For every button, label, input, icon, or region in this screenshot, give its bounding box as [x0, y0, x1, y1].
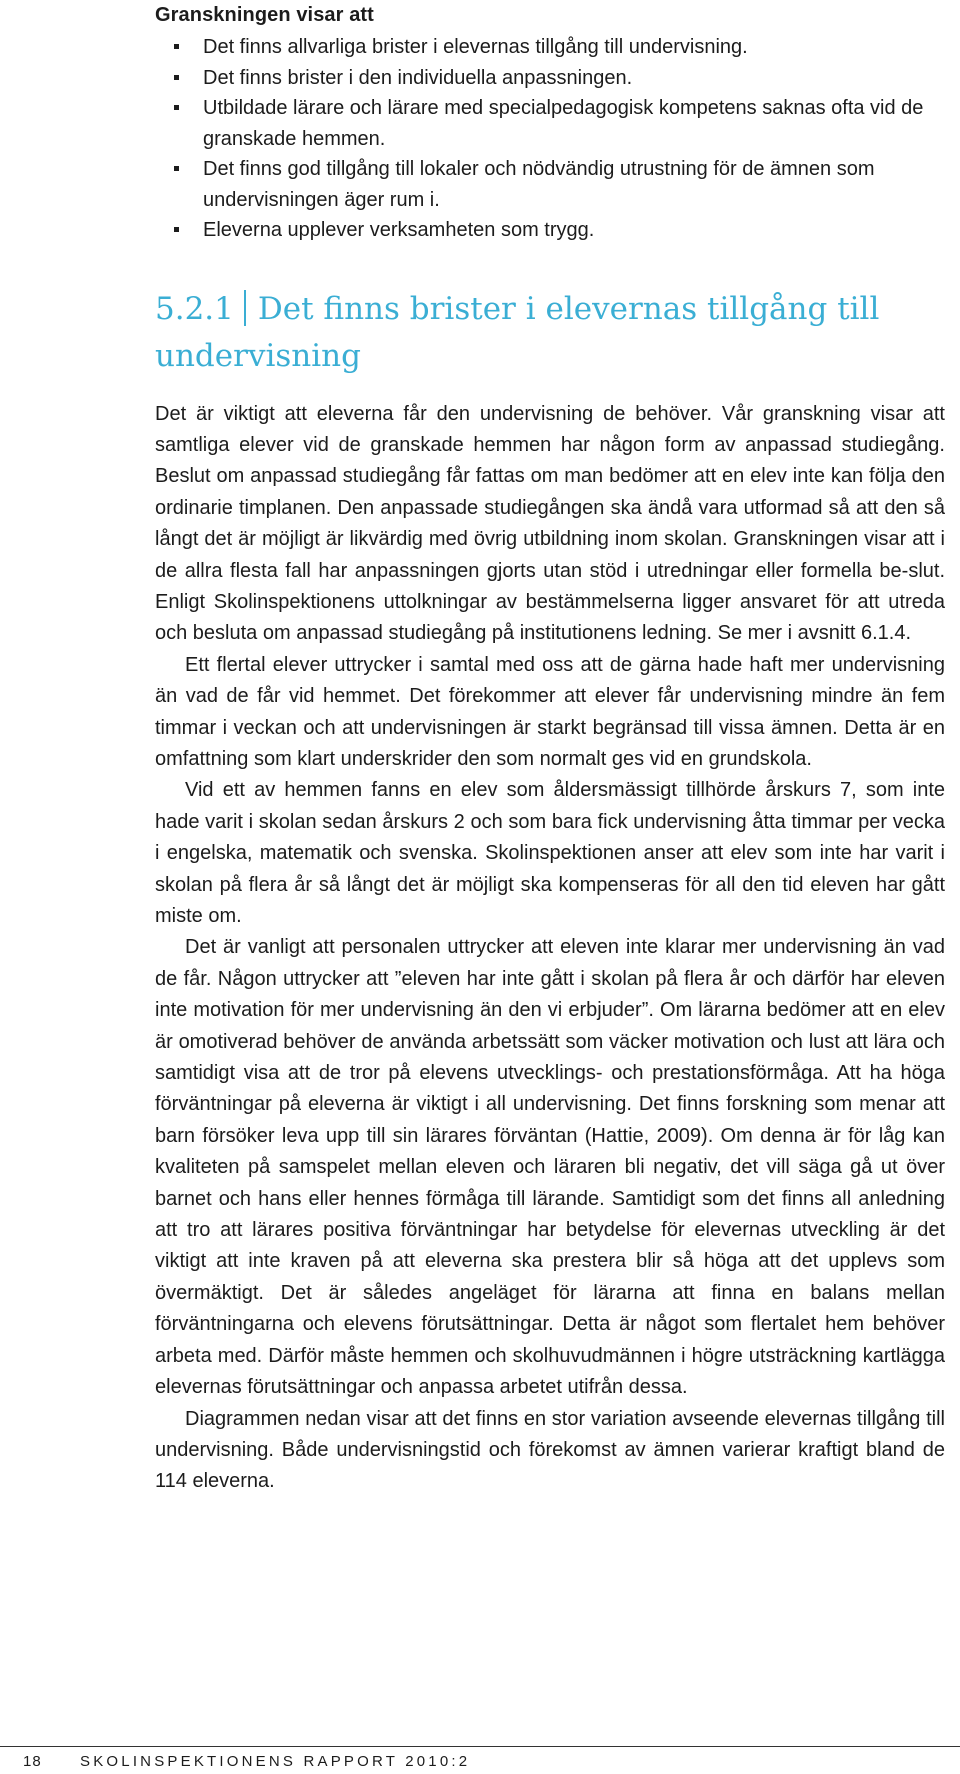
page-number: 18 [23, 1753, 42, 1770]
paragraph: Vid ett av hemmen fanns en elev som åldersmässigt tillhörde årskurs 7, som inte hade varit i skolan sedan årskurs 2 och som bara fick undervisning åtta timmar per vecka i engelska, matematik och svenska. Skolinspektionen anser att elev som inte har varit i skolan på flera år så långt det är möjligt ska kompenseras för all den tid eleven har gått miste om. [155, 779, 945, 927]
section-heading [155, 286, 945, 380]
bullet-text: Det finns god tillgång till lokaler och nödvändig utrustning för de ämnen som undervisningen äger rum i. [203, 158, 875, 211]
bullet-text: Det finns brister i den individuella anpassningen. [203, 66, 633, 89]
square-bullet-icon [174, 75, 179, 80]
list-item [155, 215, 945, 246]
summary-heading: Granskningen visar att [155, 4, 374, 26]
list-item [155, 32, 945, 63]
list-item [155, 154, 945, 215]
paragraph: Det är viktigt att eleverna får den undervisning de behöver. Vår granskning visar att samtliga elever vid de granskade hemmen har någon form av anpassad studiegång. Beslut om anpassad studiegång får fattas om man bedömer att en elev inte kan följa den ordinarie timplanen. Den anpassade studiegången ska ändå vara utformad så att den så långt det är möjligt är likvärdig med övrig utbildning inom skolan. Granskningen visar att i de allra flesta fall har anpassningen gjorts utan stöd i utredningar eller formella be-slut. Enligt Skolinspektionens uttolkningar av bestämmelserna ligger ansvaret för att utreda och besluta om anpassad studiegång på institutionens ledning. Se mer i avsnitt 6.1.4. [155, 402, 945, 645]
section-title: Det finns brister i elevernas tillgång till undervisning [155, 290, 880, 374]
summary-bullet-list [155, 32, 945, 246]
report-title: SKOLINSPEKTIONENS RAPPORT 2010:2 [80, 1753, 471, 1770]
bullet-text: Det finns allvarliga brister i elevernas tillgång till undervisning. [203, 36, 748, 58]
list-item [155, 63, 945, 94]
footer-rule [0, 1746, 960, 1747]
section-number: 5.2.1 [155, 290, 234, 327]
paragraph: Det är vanligt att personalen uttrycker att eleven inte klarar mer undervisning än vad de får. Någon uttrycker att ”eleven har inte gått i skolan på flera år och därför har eleven inte motivation för mer undervisning än den vi erbjuder”. Om lärarna bedömer att en elev är omotiverad behöver de använda arbetssätt som väcker motivation och lust att lära och samtidigt visa att de tror på elevens utvecklings- och prestationsförmåga. Att ha höga förväntningar på eleverna är viktigt i all undervisning. Det finns forskning som menar att barn försöker leva upp till sin lärares förväntan (Hattie, 2009). Om denna är för låg kan kvaliteten på samspelet mellan eleven och läraren bli negativ, det vill säga gå ut över barnet och hans eller hennes förmåga till lärande. Samtidigt som det finns all anledning att tro att lärares positiva förväntningar har betydelse för elevernas utveckling är det viktigt att inte kraven på att eleverna ska prestera blir så höga att det upplevs som övermäktigt. Det är således angeläget för lärarna att finna en balans mellan förväntningarna och elevens förutsättningar. Detta är något som flertalet hem behöver arbeta med. Därför måste hemmen och skolhuvudmännen i högre utsträckning kartlägga elevernas förutsättningar och anpassa arbetet utifrån dessa. [155, 936, 945, 1399]
bullet-text: Eleverna upplever verksamheten som trygg. [203, 219, 595, 241]
list-item [155, 93, 945, 154]
square-bullet-icon [174, 105, 179, 110]
paragraph: Diagrammen nedan visar att det finns en stor variation avseende elevernas tillgång till undervisning. Både undervisningstid och förekomst av ämnen varierar kraftigt bland de 114 eleverna. [155, 1407, 945, 1493]
heading-divider [244, 290, 246, 326]
square-bullet-icon [174, 166, 179, 171]
page-footer [0, 1746, 960, 1774]
square-bullet-icon [174, 227, 179, 232]
paragraph: Ett flertal elever uttrycker i samtal med oss att de gärna hade haft mer undervisning än vad de får vid hemmet. Det förekommer att elever får undervisning mindre än fem timmar i veckan och att undervisningen är starkt begränsad till vissa ämnen. Detta är en omfattning som klart underskrider den som normalt ges vid en grundskola. [155, 653, 945, 770]
body-text [155, 399, 945, 1498]
page-content [155, 0, 945, 1498]
square-bullet-icon [174, 44, 179, 49]
bullet-text: Utbildade lärare och lärare med specialpedagogisk kompetens saknas ofta vid de granskade hemmen. [203, 97, 924, 150]
